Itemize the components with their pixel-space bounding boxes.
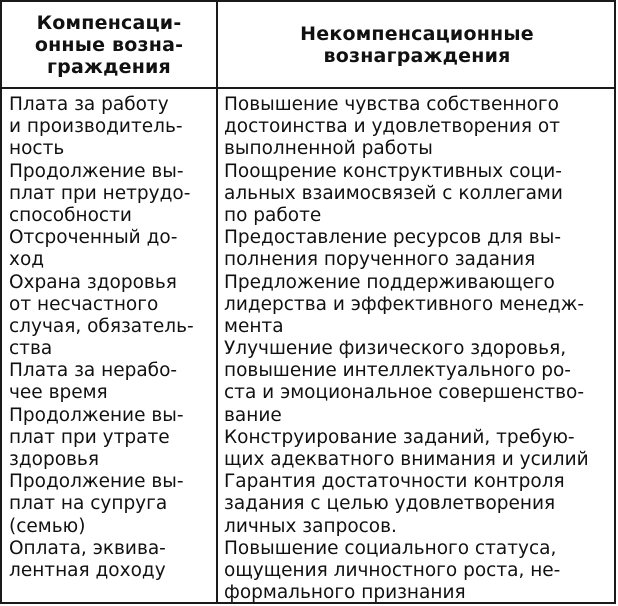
cell-line: плат на супруга	[9, 493, 168, 515]
cell-line: мента	[224, 315, 284, 337]
cell-line: ощущения личностного роста, не-	[224, 559, 561, 581]
cell-line: Гарантия достаточности контроля	[224, 471, 565, 493]
cell-line: ход	[9, 249, 45, 271]
header-line: Компенсаци-	[36, 11, 182, 34]
cell-line: ность	[9, 138, 65, 160]
cell-line: Продолжение вы-	[9, 471, 184, 493]
cell-line: Охрана здоровья	[9, 271, 177, 293]
cell-line: (семью)	[9, 515, 86, 537]
header-noncompensation	[218, 2, 616, 87]
header-compensation	[2, 2, 216, 87]
cell-line: вание	[224, 404, 282, 426]
cell-line: лентная доходу	[9, 559, 166, 581]
cell-line: здоровья	[9, 449, 99, 470]
cell-line: ства	[9, 338, 53, 360]
cell-line: Предложение поддерживающего	[224, 271, 555, 293]
cell-line: Продолжение вы-	[9, 160, 184, 182]
cell-line: полнения порученного задания	[224, 249, 536, 271]
cell-line: щих адекватного внимания и усилий	[224, 449, 589, 470]
cell-line: Плата за нерабо-	[9, 360, 178, 382]
cell-line: Улучшение физического здоровья,	[224, 338, 567, 360]
header-line: граждения	[47, 55, 171, 78]
cell-line: альных взаимосвязей с коллегами	[224, 182, 563, 204]
cell-line: и производитель-	[9, 116, 183, 138]
cell-line: достоинства и удовлетворения от	[224, 116, 560, 138]
cell-line: выполненной работы	[224, 138, 433, 160]
column-divider	[216, 2, 218, 602]
compensation-column	[9, 94, 215, 582]
cell-line: случая, обязатель-	[9, 315, 194, 337]
cell-line: Оплата, эквива-	[9, 537, 166, 559]
cell-line: Поощрение конструктивных соци-	[224, 160, 562, 182]
cell-line: плат при утрате	[9, 426, 170, 448]
cell-line: повышение интеллектуального ро-	[224, 360, 571, 382]
header-line: онные возна-	[34, 33, 184, 56]
cell-line: Отсроченный до-	[9, 227, 178, 249]
cell-line: от несчастного	[9, 293, 159, 315]
noncompensation-column	[224, 94, 616, 604]
cell-line: лидерства и эффективного менедж-	[224, 293, 585, 315]
cell-line: Конструирование заданий, требую-	[224, 426, 575, 448]
cell-line: задания с целью удовлетворения	[224, 493, 556, 515]
header-line: вознаграждения	[323, 44, 511, 67]
cell-line: плат при нетрудо-	[9, 182, 191, 204]
cell-line: чее время	[9, 382, 108, 404]
cell-line: Предоставление ресурсов для вы-	[224, 227, 561, 249]
cell-line: Повышение чувства собственного	[224, 94, 559, 115]
cell-line: ста и эмоциональное совершенство-	[224, 382, 585, 404]
cell-line: Продолжение вы-	[9, 404, 184, 426]
cell-line: формального признания	[224, 582, 466, 604]
header-line: Некомпенсационные	[300, 22, 534, 45]
cell-line: Плата за работу	[9, 94, 169, 115]
cell-line: способности	[9, 204, 132, 226]
header-divider	[2, 87, 614, 89]
cell-line: Повышение социального статуса,	[224, 537, 557, 559]
cell-line: личных запросов.	[224, 515, 397, 537]
cell-line: по работе	[224, 204, 322, 226]
